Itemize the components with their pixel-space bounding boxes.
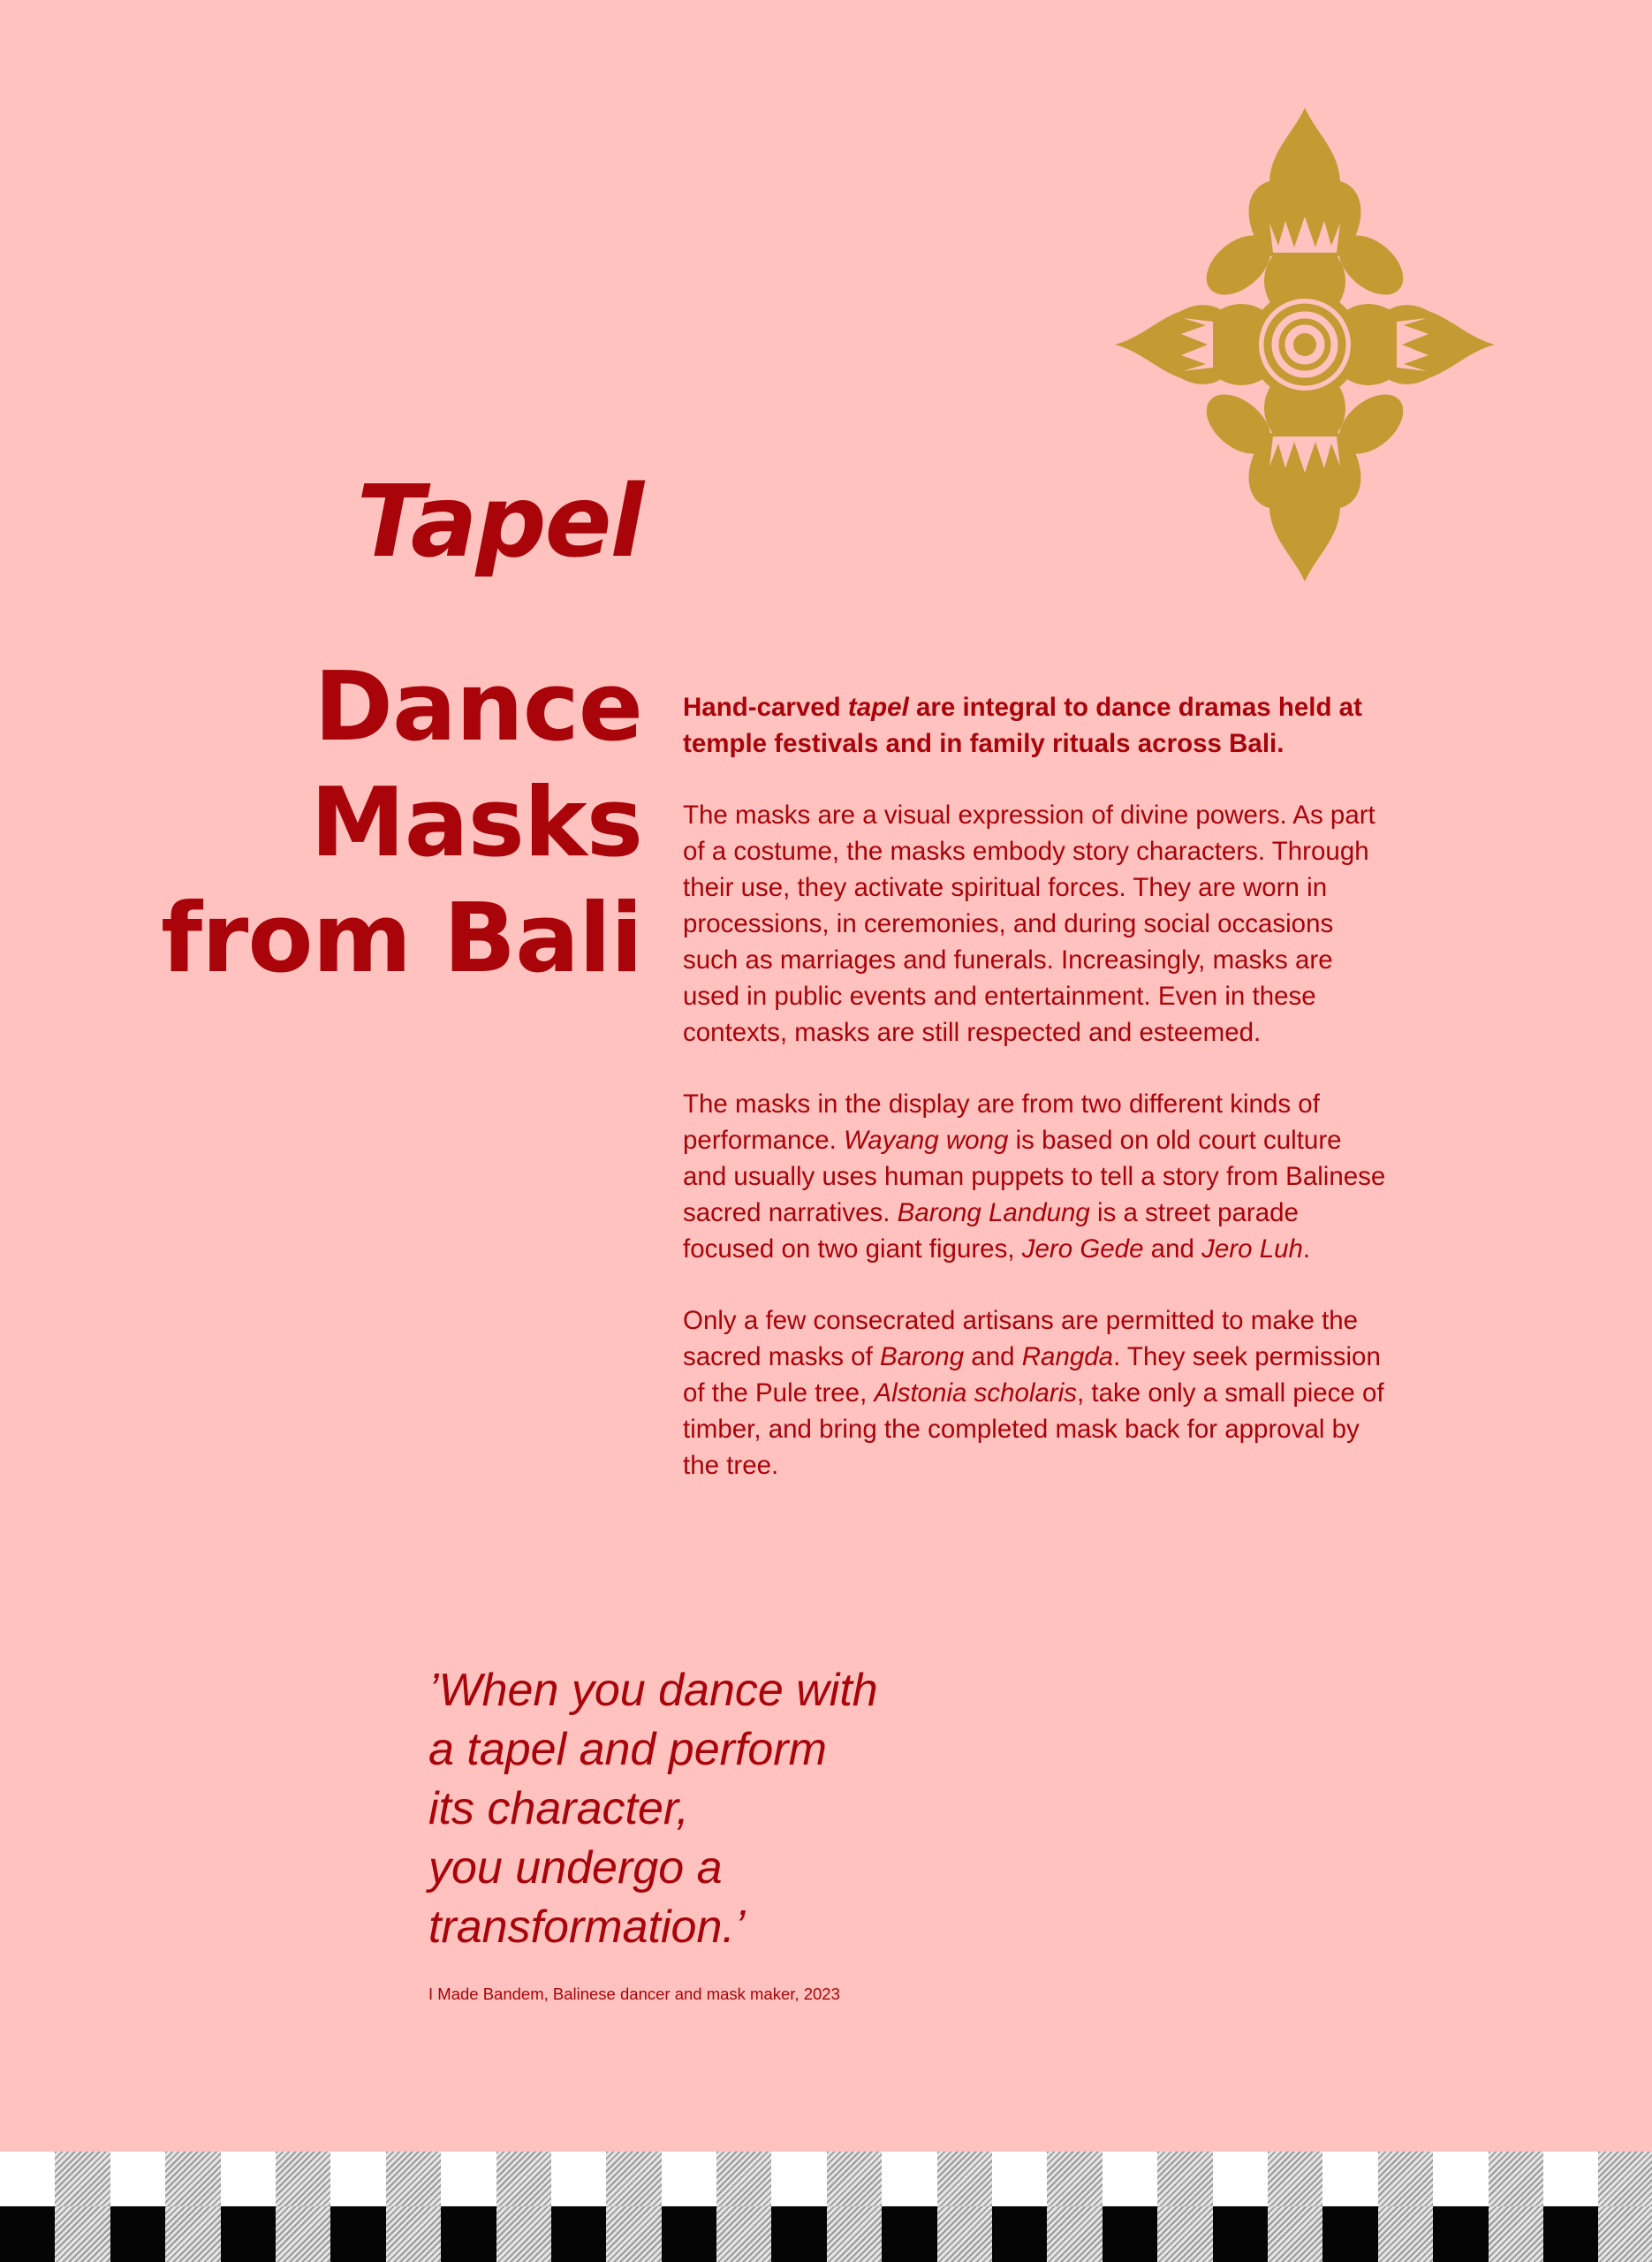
quote-attribution: I Made Bandem, Balinese dancer and mask maker, 2023 xyxy=(428,1985,840,2003)
border-cell xyxy=(330,2152,385,2206)
border-cell xyxy=(1103,2206,1157,2262)
border-cell xyxy=(1103,2152,1157,2206)
checkered-border xyxy=(0,2152,1652,2262)
border-cell xyxy=(771,2206,826,2262)
intro-paragraph: Hand-carved tapel are integral to dance dramas held at temple festivals and in family rituals across Bali. xyxy=(683,693,1362,758)
border-cell xyxy=(0,2206,55,2262)
border-cell xyxy=(662,2152,716,2206)
border-cell xyxy=(882,2152,936,2206)
border-cell xyxy=(1378,2206,1433,2262)
border-cell xyxy=(221,2152,276,2206)
border-cell xyxy=(937,2206,992,2262)
border-cell xyxy=(882,2206,936,2262)
lotus-ornament-icon xyxy=(1115,106,1495,588)
paragraph-masks-expression: The masks are a visual expression of divine powers. As part of a costume, the masks embody story characters. Through their use, they activate spiritual forces. They are worn in processions, in ceremonies, and during social occasions such as marriages and funerals. Increasingly, masks are used in public events and entertainment. Even in these contexts, masks are still respected and esteemed. xyxy=(683,801,1375,1047)
border-cell xyxy=(441,2152,496,2206)
border-cell xyxy=(1322,2152,1377,2206)
border-cell xyxy=(1543,2206,1598,2262)
border-cell xyxy=(1598,2206,1652,2262)
border-cell xyxy=(496,2206,551,2262)
border-cell xyxy=(386,2206,441,2262)
border-cell xyxy=(110,2206,165,2262)
border-cell xyxy=(55,2206,110,2262)
border-cell xyxy=(827,2152,882,2206)
border-cell xyxy=(386,2152,441,2206)
border-cell xyxy=(1157,2152,1212,2206)
border-cell xyxy=(1047,2152,1102,2206)
quote-line: ’When you dance with xyxy=(428,1665,878,1716)
title-line: from Bali xyxy=(161,884,642,994)
border-cell xyxy=(937,2152,992,2206)
border-cell xyxy=(1433,2152,1488,2206)
border-cell xyxy=(1213,2206,1268,2262)
quote-line: transformation.’ xyxy=(428,1901,746,1953)
title-line: Dance xyxy=(314,652,642,763)
border-cell xyxy=(662,2206,716,2262)
border-cell xyxy=(1489,2152,1543,2206)
border-cell xyxy=(551,2152,606,2206)
border-cell xyxy=(110,2152,165,2206)
page-title xyxy=(161,649,642,997)
kicker-title: Tapel xyxy=(356,465,642,580)
border-cell xyxy=(992,2152,1047,2206)
border-cell xyxy=(1213,2152,1268,2206)
body-text xyxy=(683,689,1390,1519)
border-cell xyxy=(1598,2152,1652,2206)
title-line: Masks xyxy=(310,768,642,878)
border-cell xyxy=(1268,2152,1322,2206)
border-cell xyxy=(551,2206,606,2262)
border-cell xyxy=(276,2206,330,2262)
border-cell xyxy=(771,2152,826,2206)
border-cell xyxy=(827,2206,882,2262)
quote-line: a tapel and perform xyxy=(428,1724,827,1775)
pull-quote xyxy=(428,1661,878,1957)
border-cell xyxy=(221,2206,276,2262)
border-cell xyxy=(606,2152,661,2206)
border-cell xyxy=(276,2152,330,2206)
border-cell xyxy=(441,2206,496,2262)
border-cell xyxy=(716,2152,771,2206)
border-cell xyxy=(55,2152,110,2206)
quote-line: its character, xyxy=(428,1783,689,1834)
border-cell xyxy=(1543,2152,1598,2206)
border-cell xyxy=(165,2206,220,2262)
border-cell xyxy=(330,2206,385,2262)
border-cell xyxy=(1378,2152,1433,2206)
border-cell xyxy=(1047,2206,1102,2262)
border-cell xyxy=(992,2206,1047,2262)
paragraph-artisans: Only a few consecrated artisans are permitted to make the sacred masks of Barong and Rangda. They seek permission of the Pule tree, Alstonia scholaris, take only a small piece of timber, and bring the completed mask back for approval by the tree. xyxy=(683,1306,1384,1480)
border-cell xyxy=(496,2152,551,2206)
border-cell xyxy=(1433,2206,1488,2262)
border-cell xyxy=(1268,2206,1322,2262)
border-cell xyxy=(1322,2206,1377,2262)
border-cell xyxy=(1489,2206,1543,2262)
border-cell xyxy=(0,2152,55,2206)
border-cell xyxy=(716,2206,771,2262)
paragraph-performance-kinds: The masks in the display are from two different kinds of performance. Wayang wong is based on old court culture and usually uses human puppets to tell a story from Balinese sacred narratives. Barong Landung is a street parade focused on two giant figures, Jero Gede and Jero Luh. xyxy=(683,1089,1386,1264)
border-cell xyxy=(1157,2206,1212,2262)
border-cell xyxy=(165,2152,220,2206)
quote-line: you undergo a xyxy=(428,1842,723,1894)
border-cell xyxy=(606,2206,661,2262)
